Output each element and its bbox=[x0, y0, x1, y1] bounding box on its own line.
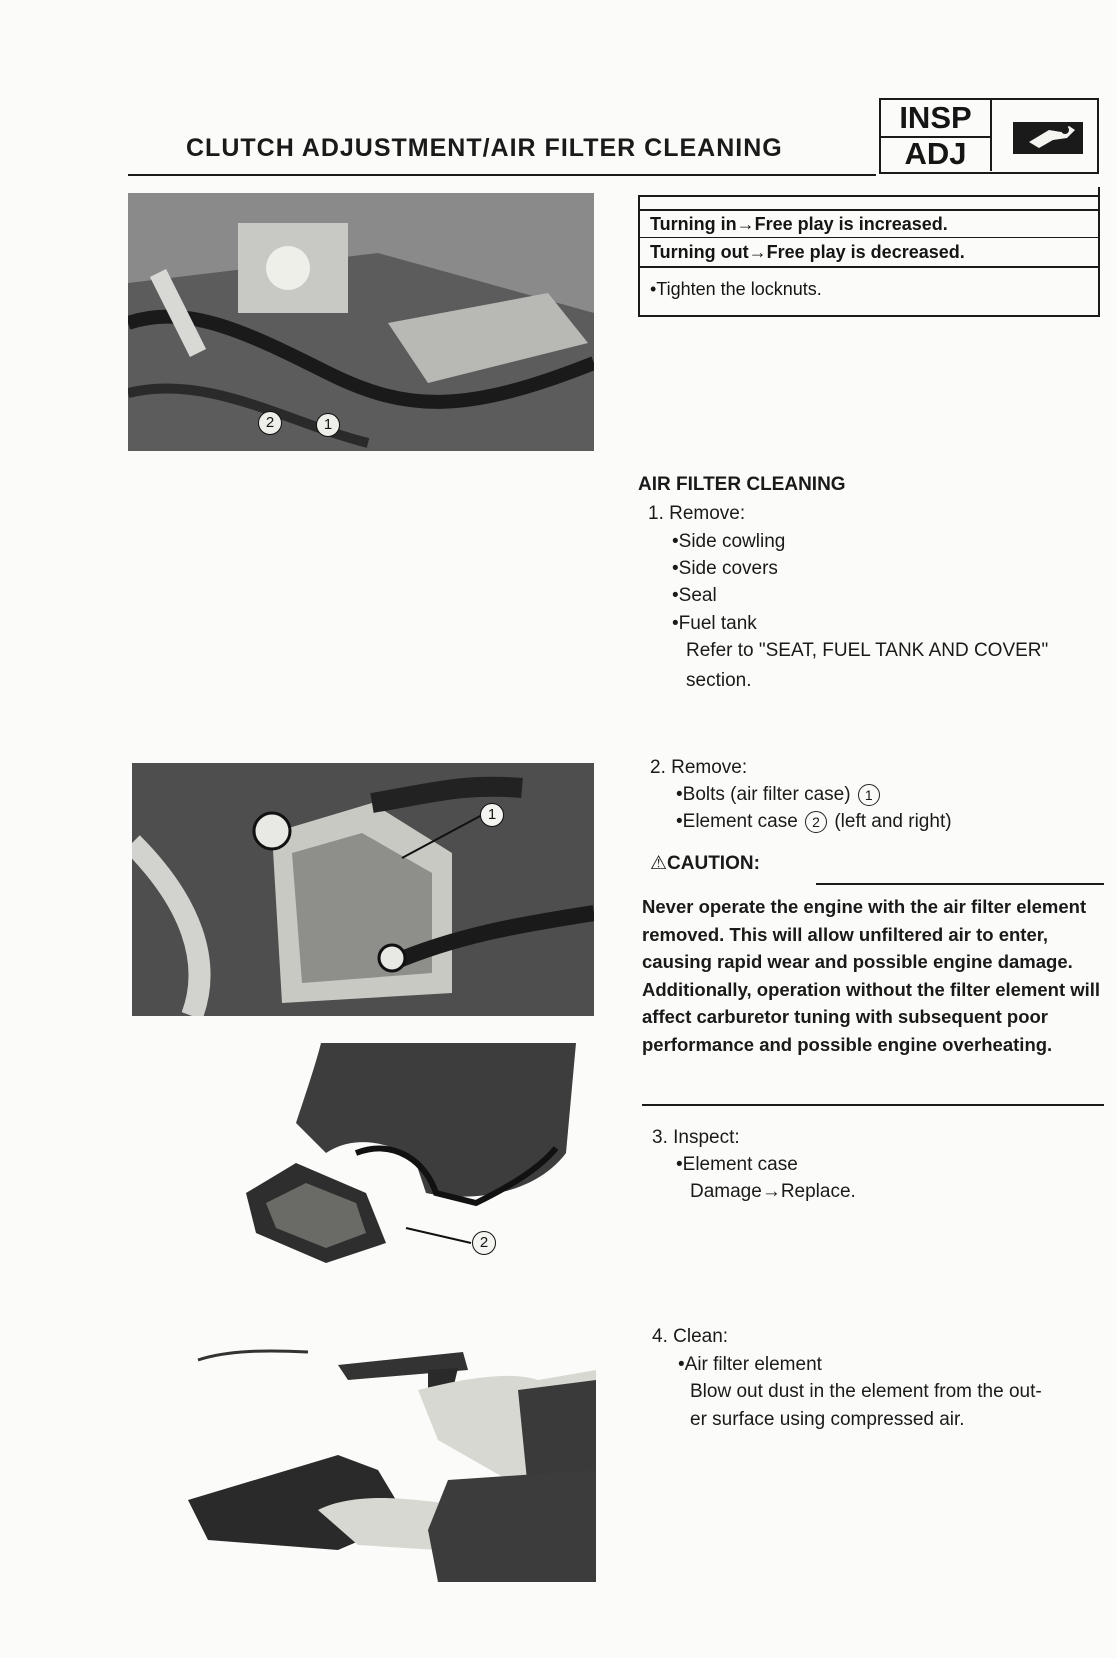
list-item-text: •Element case bbox=[676, 811, 798, 833]
caution-title: ⚠CAUTION: bbox=[650, 853, 760, 874]
list-item: •Element case bbox=[676, 1154, 798, 1175]
badge-text-box bbox=[881, 100, 992, 171]
photo-clutch-cable bbox=[128, 193, 594, 451]
photo-element-case bbox=[236, 1043, 578, 1273]
list-item: •Side cowling bbox=[672, 531, 786, 552]
badge-insp: INSP bbox=[881, 100, 990, 138]
list-item: •Side covers bbox=[672, 558, 778, 579]
ref-number: 2 bbox=[805, 811, 827, 833]
adjust-table bbox=[638, 195, 1100, 317]
header-rule bbox=[128, 174, 876, 176]
list-item bbox=[676, 784, 882, 806]
list-item: •Fuel tank bbox=[672, 613, 757, 634]
page-title: CLUTCH ADJUSTMENT/AIR FILTER CLEANING bbox=[186, 134, 783, 162]
step-4-note: er surface using compressed air. bbox=[690, 1409, 965, 1430]
ref-number: 1 bbox=[858, 784, 880, 806]
step-2-label: 2. Remove: bbox=[650, 757, 748, 778]
step-4-label: 4. Clean: bbox=[652, 1326, 729, 1347]
step-3-note: Damage→Replace. bbox=[690, 1181, 856, 1202]
photo-compressed-air bbox=[188, 1330, 596, 1582]
badge-adj: ADJ bbox=[904, 136, 967, 171]
callout-2: 2 bbox=[472, 1231, 496, 1255]
step-3-label: 3. Inspect: bbox=[652, 1127, 740, 1148]
list-item-text: •Bolts (air filter case) bbox=[676, 784, 851, 806]
list-item-suffix: (left and right) bbox=[834, 811, 952, 833]
photo-air-filter-case bbox=[132, 763, 594, 1016]
list-item: •Air filter element bbox=[678, 1354, 822, 1375]
list-item: •Seal bbox=[672, 585, 717, 606]
table-row: Turning in→Free play is increased. bbox=[640, 209, 1098, 238]
step-1-note: Refer to "SEAT, FUEL TANK AND COVER" bbox=[686, 640, 1049, 661]
caution-bottom-rule bbox=[642, 1104, 1104, 1106]
table-tick bbox=[1098, 187, 1100, 199]
table-row: Turning out→Free play is decreased. bbox=[640, 238, 1098, 268]
section-badge bbox=[879, 98, 1099, 174]
table-row: •Tighten the locknuts. bbox=[650, 279, 822, 299]
step-1-label: 1. Remove: bbox=[648, 503, 746, 524]
callout-2: 2 bbox=[258, 411, 282, 435]
tool-hand-icon bbox=[1009, 112, 1089, 160]
list-item bbox=[676, 811, 952, 833]
caution-rule bbox=[816, 883, 1104, 885]
callout-1: 1 bbox=[480, 803, 504, 827]
caution-text: Never operate the engine with the air filter element removed. This will allow unfiltered air to enter, causing rapid wear and possible engine damage. Additionally, operation without the filter element will affect carburetor tuning with subsequent poor performance and possible engine overheating. bbox=[642, 896, 1101, 1055]
step-1-note: section. bbox=[686, 670, 752, 691]
step-4-note: Blow out dust in the element from the out- bbox=[690, 1381, 1042, 1402]
section-heading: AIR FILTER CLEANING bbox=[638, 474, 846, 495]
callout-1: 1 bbox=[316, 413, 340, 437]
